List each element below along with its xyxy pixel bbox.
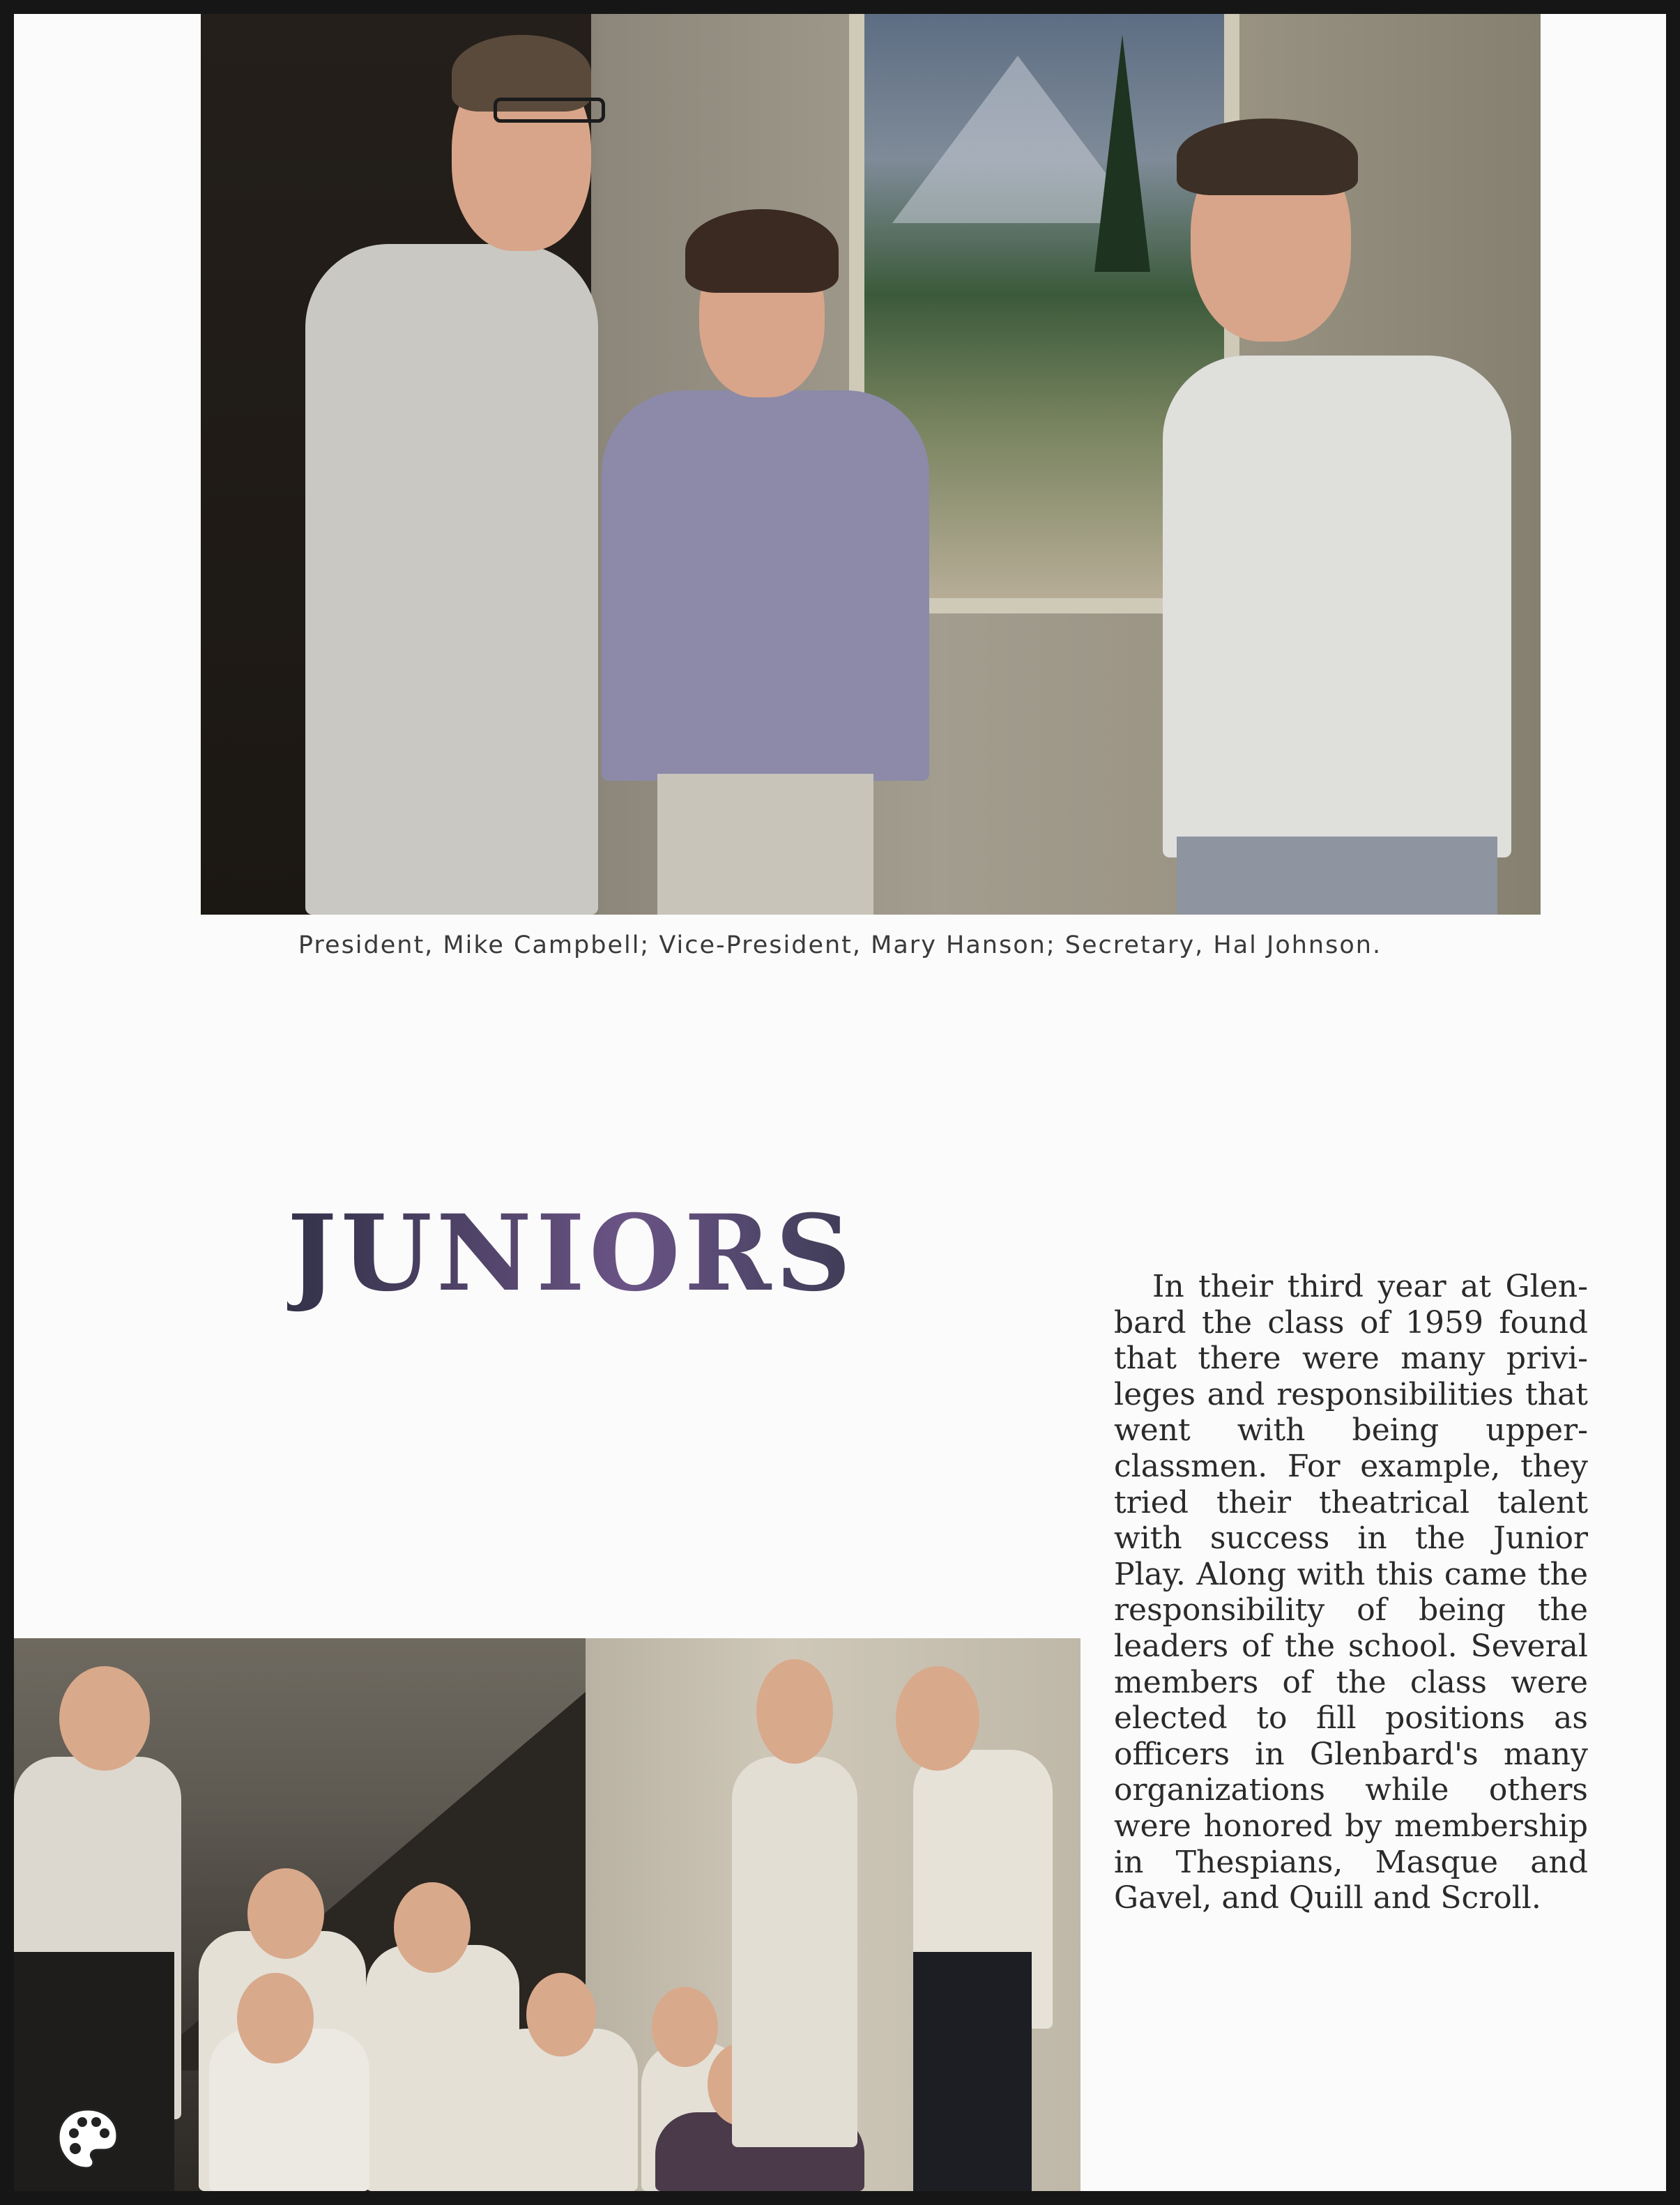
person-standing-right-head [896,1666,979,1771]
palette-icon[interactable] [54,2105,121,2172]
person-seated-3-head [237,1973,314,2063]
students-stairs-photo [14,1638,1080,2191]
person-standing-middle [732,1757,857,2147]
yearbook-page [14,14,1666,2191]
page-title: JUNIORS [287,1192,855,1315]
person-seated-2-head [394,1882,471,1973]
person-seated-1-head [247,1868,324,1959]
person-standing-middle-head [756,1659,833,1764]
officers-photo [201,14,1541,915]
body-paragraph: In their third year at Glenbard the class of 1959 found that there were many privileges and responsibilities that went with being upperclassmen. For example, they tried their theatrical talent with success in the Junior Play. Along with this came the responsibility of being the leaders of the school. Several members of the class were elected to fill positions as officers in Glenbard's many organizations while others were honored by membership in Thespians, Masque and Gavel, and Quill and Scroll. [1114,1269,1588,1916]
person-standing-right-pants [913,1952,1032,2191]
photo-caption: President, Mike Campbell; Vice-President, Mary Hanson; Secretary, Hal Johnson. [298,931,1382,959]
person-standing-left-head [59,1666,150,1771]
person-seated-4-head [526,1973,596,2057]
person-seated-5-head [652,1987,718,2067]
person-right-boy [201,14,1541,915]
